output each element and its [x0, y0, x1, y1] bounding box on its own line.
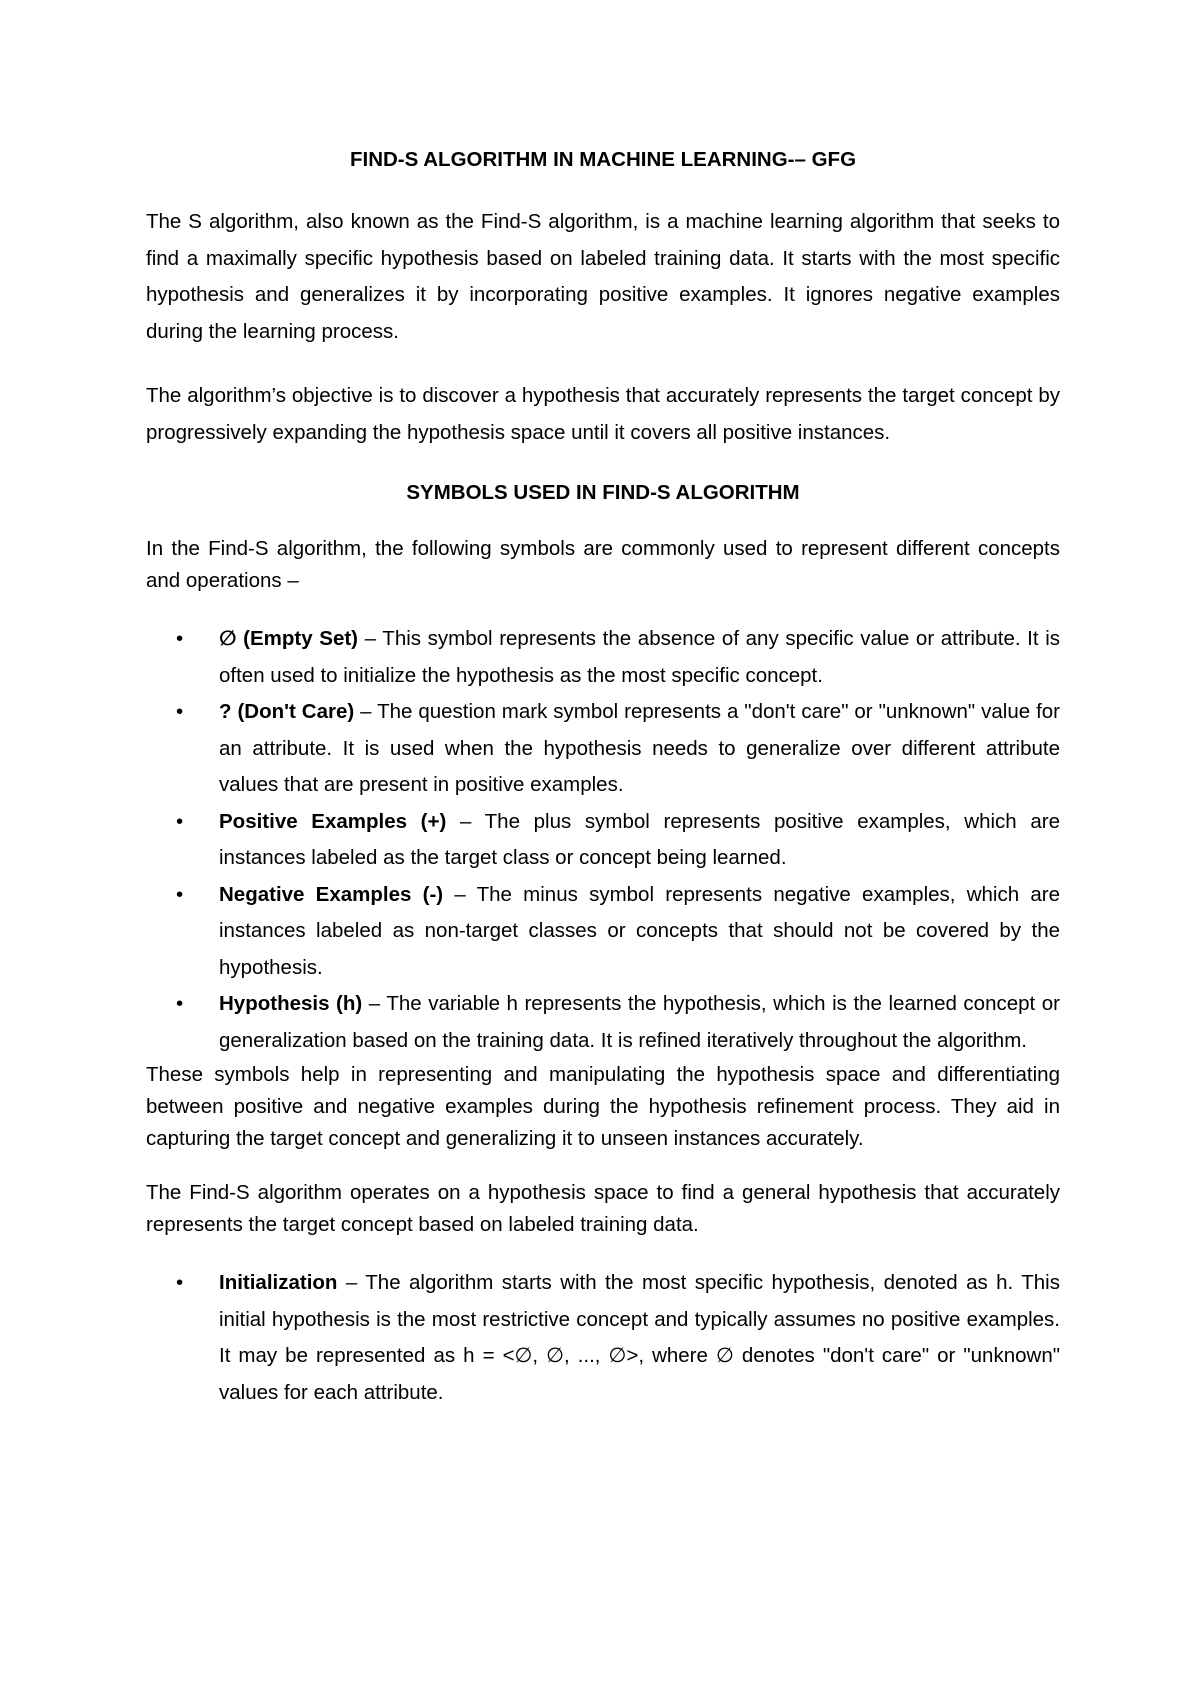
list-item [146, 694, 1060, 804]
list-item [146, 986, 1060, 1059]
symbol-description: – The variable h represents the hypothesis, which is the learned concept or generalization based on the training data. It is refined iteratively throughout the algorithm. [219, 992, 1060, 1052]
symbol-description: – The minus symbol represents negative examples, which are instances labeled as non-target classes or concepts that should not be covered by the hypothesis. [219, 882, 1060, 979]
symbol-description: – The plus symbol represents positive examples, which are instances labeled as the target class or concept being learned. [219, 809, 1060, 869]
symbol-term: ∅ (Empty Set) [219, 627, 359, 650]
symbol-description: – The question mark symbol represents a "don't care" or "unknown" value for an attribute. It is used when the hypothesis needs to generalize over different attribute values that are present in positive examples. [219, 700, 1060, 796]
symbols-list [146, 621, 1060, 1059]
bullet-icon: • [176, 627, 184, 650]
list-item [146, 804, 1060, 877]
list-item [146, 1265, 1060, 1411]
symbol-term: Positive Examples (+) [219, 809, 447, 833]
intro-paragraph: The S algorithm, also known as the Find-S algorithm, is a machine learning algorithm that seeks to find a maximally specific hypothesis based on labeled training data. It starts with the most specific hypothesis and generalizes it by incorporating positive examples. It ignores negative examples during the learning process. [146, 210, 1060, 343]
symbols-intro-paragraph: In the Find-S algorithm, the following symbols are commonly used to represent different concepts and operations – [146, 537, 1060, 592]
bullet-icon: • [176, 1271, 184, 1294]
symbols-heading: SYMBOLS USED IN FIND-S ALGORITHM [406, 481, 800, 504]
list-item [146, 877, 1060, 987]
symbol-description: – This symbol represents the absence of any specific value or attribute. It is often used to initialize the hypothesis as the most specific concept. [219, 627, 1060, 687]
objective-paragraph: The algorithm’s objective is to discover a hypothesis that accurately represents the target concept by progressively expanding the hypothesis space until it covers all positive instances. [146, 384, 1060, 444]
bullet-icon: • [176, 700, 184, 723]
document-body [146, 146, 1060, 1411]
bullet-icon: • [176, 992, 184, 1015]
symbols-summary-paragraph: These symbols help in representing and manipulating the hypothesis space and differentiating between positive and negative examples during the hypothesis refinement process. They aid in capturing the target concept and generalizing it to unseen instances accurately. [146, 1063, 1060, 1150]
step-term: Initialization [219, 1271, 338, 1294]
operation-paragraph: The Find-S algorithm operates on a hypothesis space to find a general hypothesis that accurately represents the target concept based on labeled training data. [146, 1181, 1060, 1236]
document-title: FIND-S ALGORITHM IN MACHINE LEARNING-– GFG [349, 148, 857, 171]
list-item [146, 621, 1060, 694]
symbol-term: Hypothesis (h) [219, 992, 363, 1015]
steps-list [146, 1265, 1060, 1411]
symbol-term: ? (Don't Care) [219, 700, 355, 723]
bullet-icon: • [176, 882, 184, 906]
step-description: – The algorithm starts with the most specific hypothesis, denoted as h. This initial hypothesis is the most restrictive concept and typically assumes no positive examples. It may be represented as h = <∅, ∅, ..., ∅>, where ∅ denotes "don't care" or "unknown" values for each attribute. [219, 1271, 1060, 1404]
bullet-icon: • [176, 809, 184, 833]
symbol-term: Negative Examples (-) [219, 882, 444, 906]
